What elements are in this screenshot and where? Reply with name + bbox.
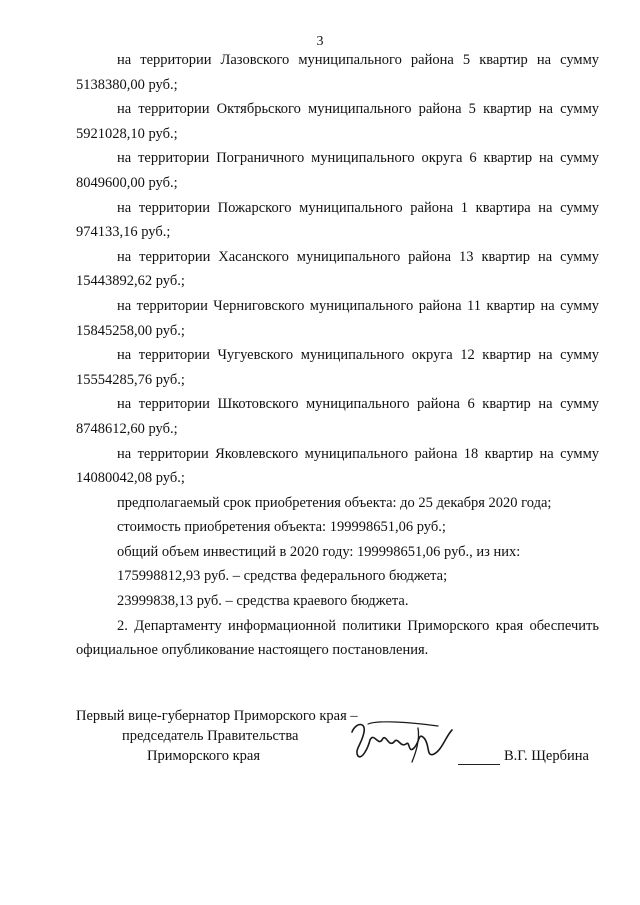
paragraph: на территории Пограничного муниципального округа 6 квартир на сумму 8049600,00 руб.; [76, 150, 599, 191]
signer-position-line-3: Приморского края [147, 748, 261, 764]
signer-position-line-2: председатель Правительства [122, 728, 299, 744]
paragraph: на территории Черниговского муниципального района 11 квартир на сумму 15845258,00 руб.; [76, 297, 599, 339]
handwritten-signature [348, 718, 458, 766]
paragraph: на территории Октябрьского муниципального района 5 квартир на сумму 5921028,10 руб.; [76, 101, 599, 142]
paragraph: предполагаемый срок приобретения объекта: до 25 декабря 2020 года; [117, 494, 552, 511]
signature-line [458, 764, 500, 765]
paragraph: 175998812,93 руб. – средства федерального бюджета; [117, 568, 448, 585]
paragraph: на территории Шкотовского муниципального района 6 квартир на сумму 8748612,60 руб.; [76, 396, 599, 437]
paragraph: 2. Департаменту информационной политики Приморского края обеспечить официальное опубликование настоящего постановления. [76, 617, 599, 659]
signer-position-line-1: Первый вице-губернатор Приморского края – [76, 708, 358, 724]
page-number: 3 [316, 34, 324, 49]
paragraph: на территории Хасанского муниципального района 13 квартир на сумму 15443892,62 руб.; [76, 248, 599, 290]
paragraph: на территории Чугуевского муниципального округа 12 квартир на сумму 15554285,76 руб.; [76, 347, 599, 388]
paragraph: на территории Пожарского муниципального района 1 квартира на сумму 974133,16 руб.; [76, 199, 599, 241]
paragraph: 23999838,13 руб. – средства краевого бюджета. [117, 593, 409, 610]
paragraph: на территории Яковлевского муниципального района 18 квартир на сумму 14080042,08 руб.; [76, 445, 599, 487]
paragraph: общий объем инвестиций в 2020 году: 199998651,06 руб., из них: [117, 543, 521, 560]
paragraph: на территории Лазовского муниципального района 5 квартир на сумму 5138380,00 руб.; [76, 52, 599, 93]
document-body [76, 48, 599, 663]
signer-name: В.Г. Щербина [504, 748, 589, 764]
signature-block [76, 706, 601, 776]
paragraph: стоимость приобретения объекта: 199998651,06 руб.; [117, 519, 446, 536]
